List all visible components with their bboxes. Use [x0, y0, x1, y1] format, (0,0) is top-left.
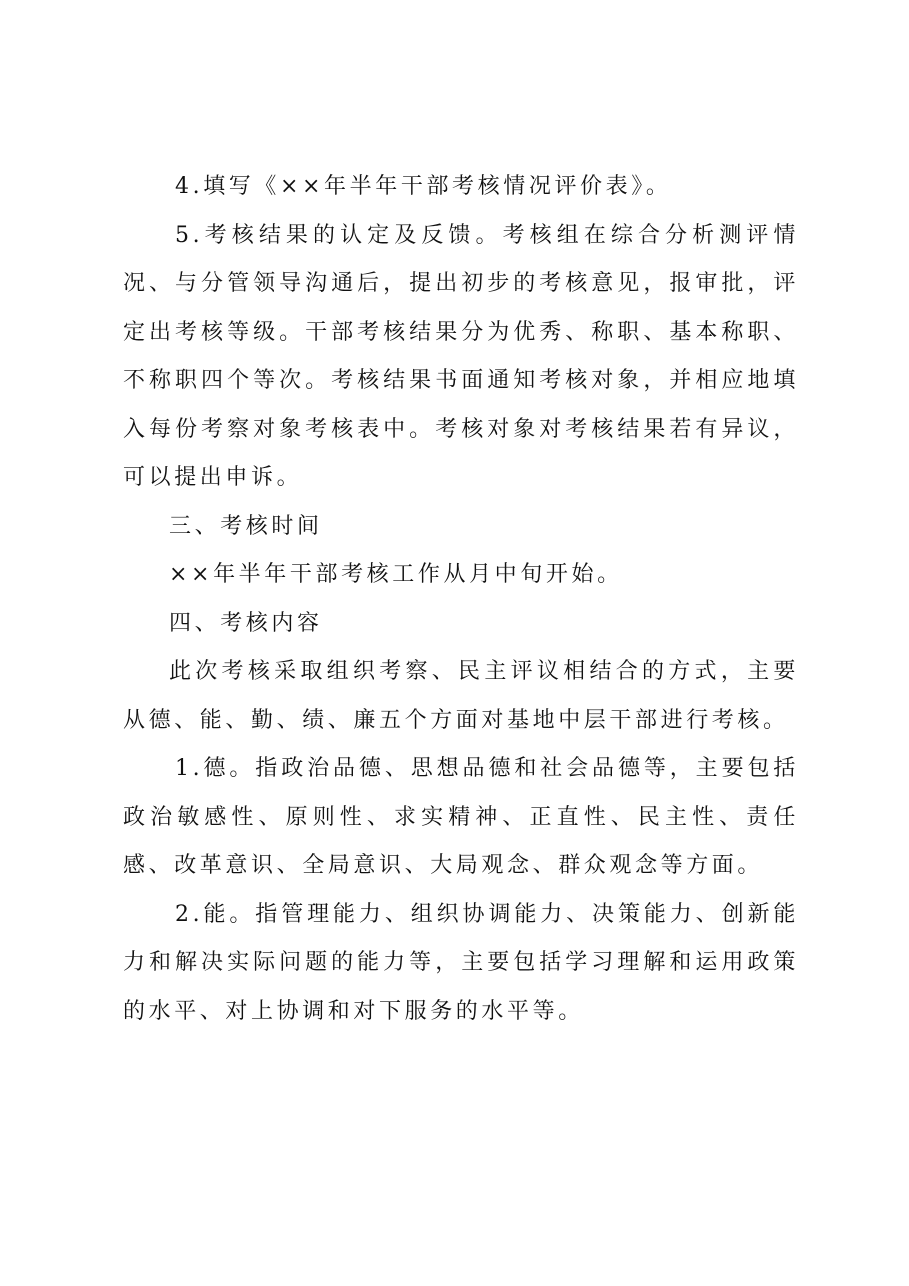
- paragraph-item-5-results-feedback: 5.考核结果的认定及反馈。考核组在综合分析测评情况、与分管领导沟通后，提出初步的考核意见，报审批，评定出考核等级。干部考核结果分为优秀、称职、基本称职、不称职四个等次。考核结果书面通知考核对象，并相应地填入每份考察对象考核表中。考核对象对考核结果若有异议，可以提出申诉。: [123, 222, 799, 490]
- paragraph-assessment-method: 此次考核采取组织考察、民主评议相结合的方式，主要从德、能、勤、绩、廉五个方面对基地中层干部进行考核。: [123, 659, 799, 733]
- paragraph-item-2-ability: 2.能。指管理能力、组织协调能力、决策能力、创新能力和解决实际问题的能力等，主要包括学习理解和运用政策的水平、对上协调和对下服务的水平等。: [123, 901, 799, 1024]
- paragraph-assessment-start: ××年半年干部考核工作从月中旬开始。: [169, 562, 623, 587]
- paragraph-item-4: 4.填写《××年半年干部考核情况评价表》。: [175, 174, 672, 199]
- section-heading-assessment-content: 四、考核内容: [169, 610, 323, 636]
- document-body: [123, 163, 799, 1036]
- paragraph-item-1-morality: 1.德。指政治品德、思想品德和社会品德等，主要包括政治敏感性、原则性、求实精神、正直性、民主性、责任感、改革意识、全局意识、大局观念、群众观念等方面。: [123, 756, 799, 878]
- section-heading-assessment-time: 三、考核时间: [169, 513, 323, 539]
